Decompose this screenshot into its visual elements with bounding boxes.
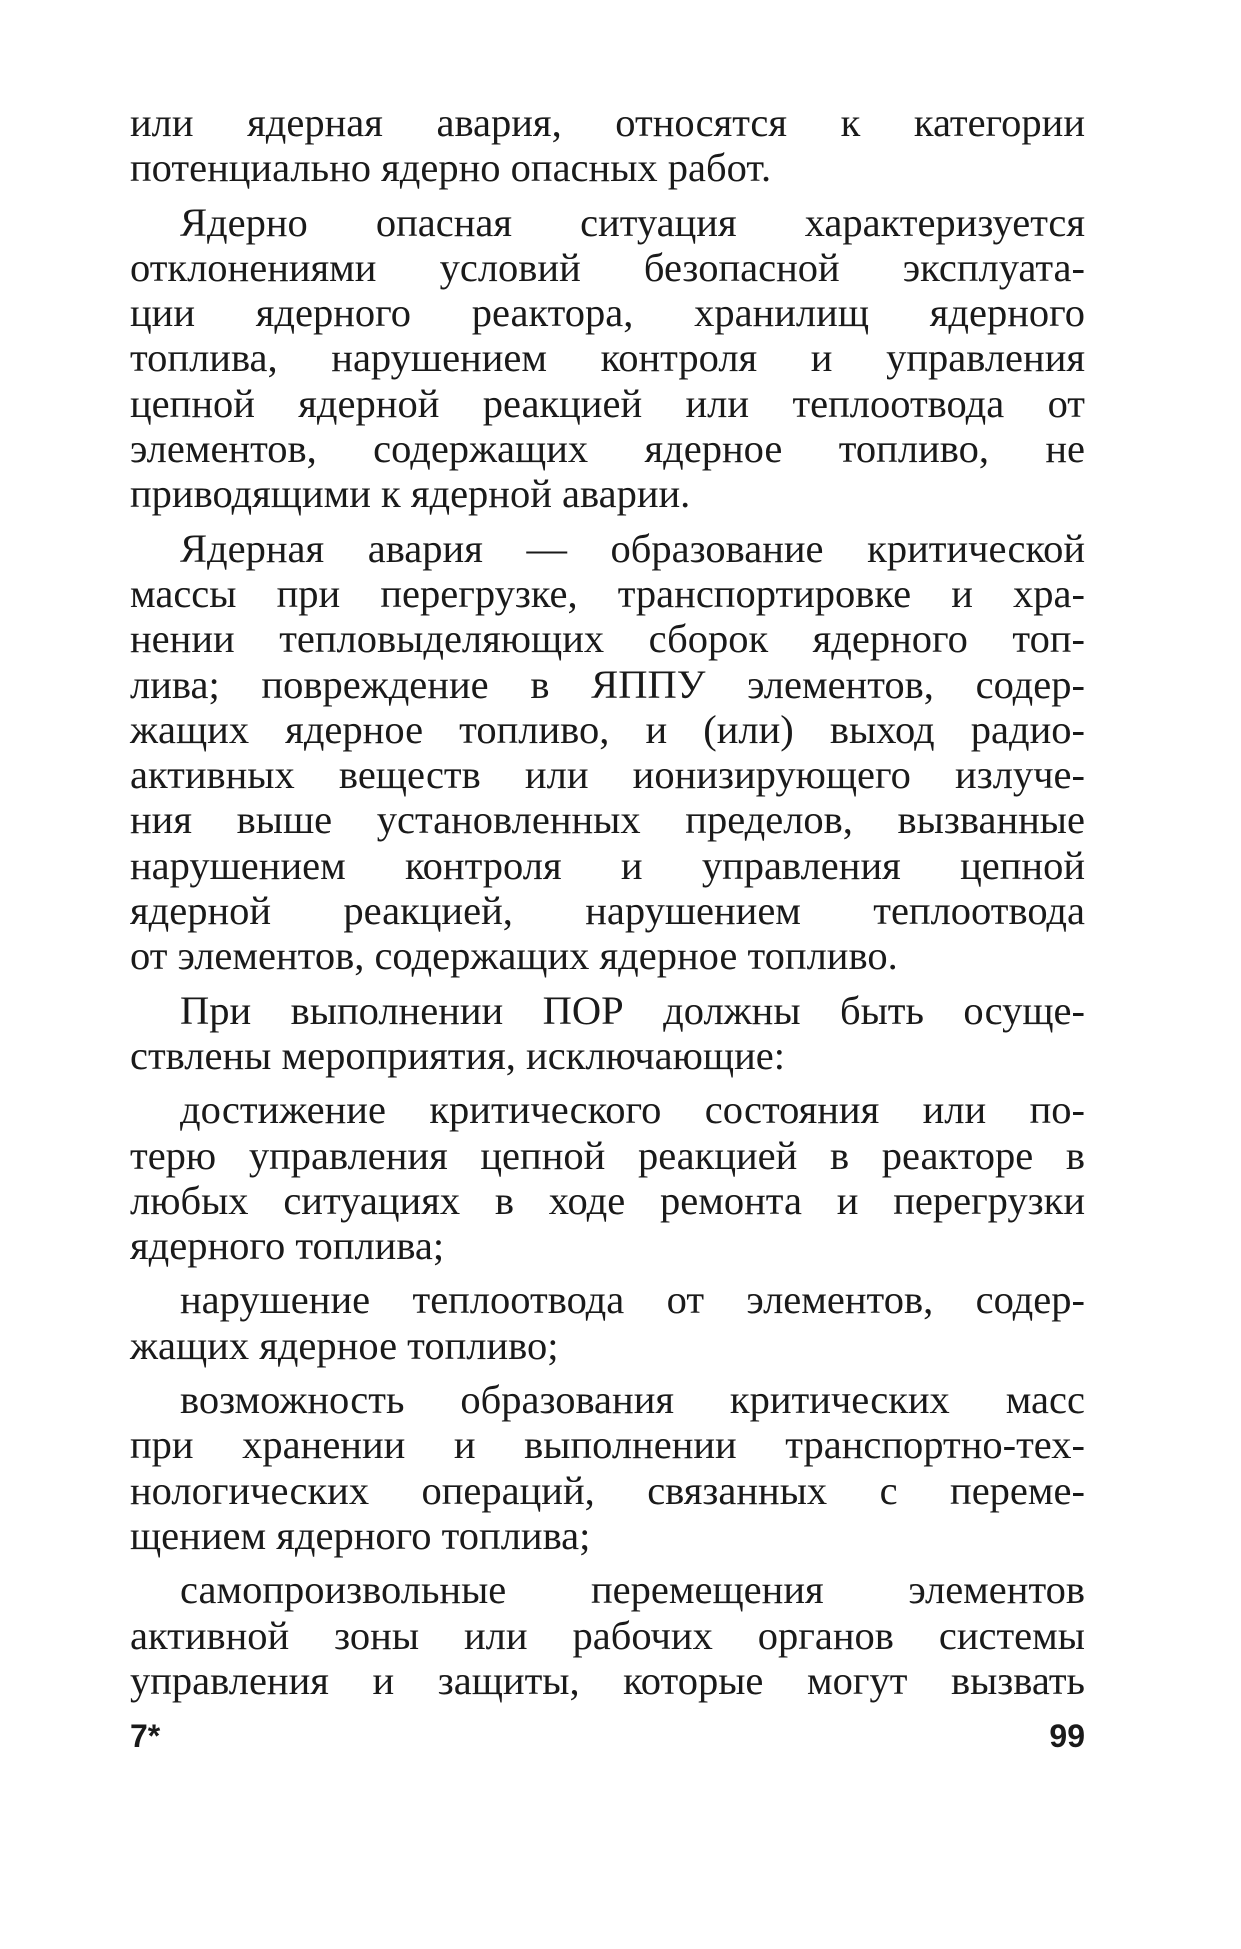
text-line: ядерной реакцией, нарушением теплоотвода (130, 888, 1085, 934)
paragraph (130, 526, 1085, 979)
paragraph (130, 988, 1085, 1079)
text-line: терю управления цепной реакцией в реакторе в (130, 1132, 1085, 1178)
text-line: достижение критического состояния или по- (180, 1087, 1085, 1133)
text-line: цепной ядерной реакцией или теплоотвода от (130, 380, 1085, 426)
paragraph (130, 1087, 1085, 1268)
text-line: активной зоны или рабочих органов системы (130, 1612, 1085, 1658)
paragraph (130, 100, 1085, 191)
text-line: или ядерная авария, относятся к категории (130, 100, 1085, 145)
text-line: ния выше установленных пределов, вызванные (130, 797, 1085, 843)
text-line: лива; повреждение в ЯППУ элементов, содер- (130, 661, 1085, 707)
text-line: активных веществ или ионизирующего излуче- (130, 752, 1085, 798)
text-line: щением ядерного топлива; (130, 1512, 591, 1558)
text-line: ствлены мероприятия, исключающие: (130, 1032, 785, 1078)
text-line: самопроизвольные перемещения элементов (180, 1567, 1085, 1613)
text-line: при хранении и выполнении транспортно-тех- (130, 1422, 1085, 1468)
text-line: элементов, содержащих ядерное топливо, не (130, 426, 1085, 472)
text-line: жащих ядерное топливо, и (или) выход радио- (130, 706, 1085, 752)
text-line: топлива, нарушением контроля и управления (130, 335, 1085, 381)
text-line: нарушением контроля и управления цепной (130, 842, 1085, 888)
text-line: Ядерная авария — образование критической (180, 525, 1085, 571)
text-line: от элементов, содержащих ядерное топливо. (130, 933, 898, 979)
page-footer (130, 1716, 1085, 1756)
page-body (130, 100, 1085, 1703)
text-line: массы при перегрузке, транспортировке и хра- (130, 570, 1085, 616)
signature-mark: 7* (130, 1718, 161, 1754)
text-line: приводящими к ядерной аварии. (130, 471, 691, 517)
text-line: ядерного топлива; (130, 1223, 445, 1269)
text-line: нарушение теплоотвода от элементов, содер- (180, 1277, 1085, 1323)
text-line: Ядерно опасная ситуация характеризуется (180, 199, 1085, 245)
paragraph (130, 200, 1085, 517)
text-line: нении тепловыделяющих сборок ядерного топ- (130, 616, 1085, 662)
text-line: ции ядерного реактора, хранилищ ядерного (130, 290, 1085, 336)
text-line: При выполнении ПОР должны быть осуще- (180, 987, 1085, 1033)
paragraph (130, 1377, 1085, 1558)
paragraph (130, 1277, 1085, 1368)
paragraph (130, 1567, 1085, 1703)
text-line: жащих ядерное топливо; (130, 1322, 559, 1368)
text-line: отклонениями условий безопасной эксплуата- (130, 244, 1085, 290)
page-number: 99 (1049, 1718, 1085, 1754)
text-line: нологических операций, связанных с переме- (130, 1467, 1085, 1513)
text-line: управления и защиты, которые могут вызвать (130, 1657, 1085, 1703)
text-line: потенциально ядерно опасных работ. (130, 145, 772, 191)
text-line: возможность образования критических масс (180, 1377, 1085, 1423)
text-line: любых ситуациях в ходе ремонта и перегрузки (130, 1177, 1085, 1223)
